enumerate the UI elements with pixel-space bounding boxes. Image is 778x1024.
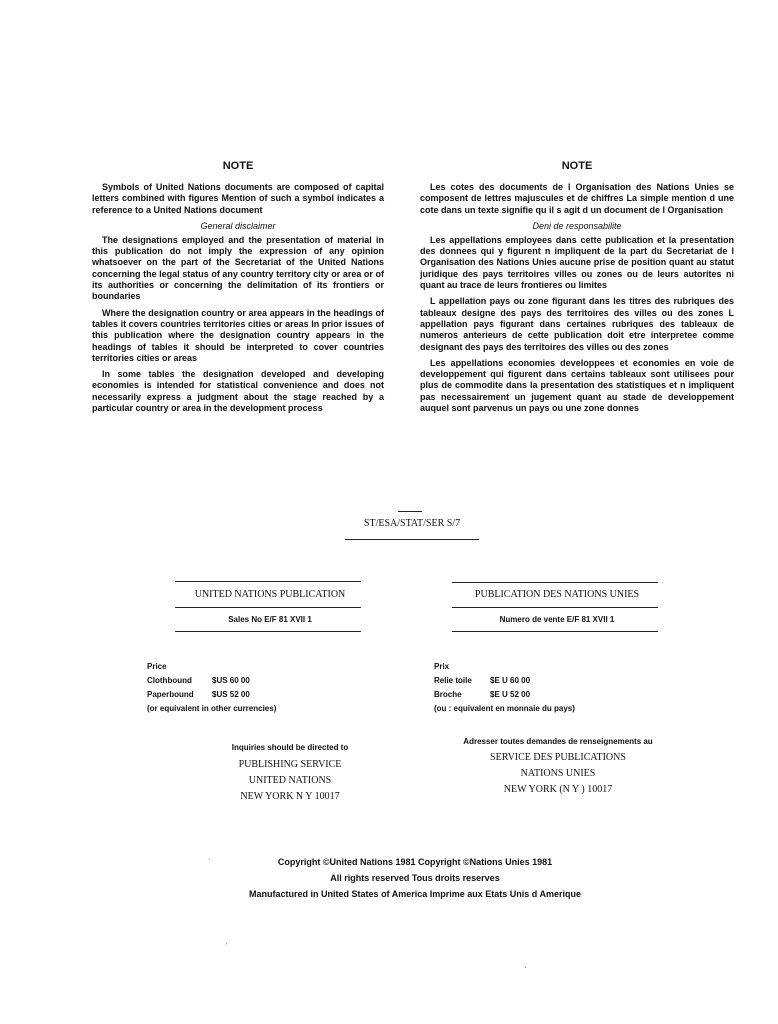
- disclaimer-heading-fr: Deni de responsabilite: [532, 220, 622, 231]
- price-row: [434, 674, 654, 688]
- address-fr: [440, 750, 676, 798]
- price-label-en: Price: [147, 662, 167, 671]
- price-block-en: [147, 660, 347, 716]
- disclaimer-paragraph-en-2: Where the designation country or area appears in the headings of tables it covers countries territories cities or areas In prior issues of this publication where the designation country appears in the headings of tables it should be interpreted to cover countries territories cities or areas: [92, 307, 384, 363]
- disclaimer-paragraph-en-3: In some tables the designation developed and developing economies is intended for statistical convenience and does not necessarily express a judgment about the stage reached by a particular country or area in the development process: [92, 369, 384, 414]
- symbol-rule-top: [398, 511, 422, 512]
- english-column: [92, 160, 384, 419]
- manufactured-line: Manufactured in United States of America Imprime aux Etats Unis d Amerique: [249, 889, 581, 899]
- address-line: NATIONS UNIES: [520, 768, 596, 779]
- price-label-fr: Prix: [434, 662, 450, 671]
- price-row: [147, 674, 347, 688]
- price-type: Relie toile: [434, 676, 472, 685]
- note-title-fr: NOTE: [561, 160, 593, 172]
- pub-en-rule-top: [175, 581, 361, 582]
- scan-speck: ˏ: [225, 936, 228, 945]
- french-column: [420, 160, 734, 419]
- price-type: Broche: [434, 690, 462, 699]
- address-line: UNITED NATIONS: [248, 775, 332, 786]
- copyright-line: Copyright ©United Nations 1981 Copyright ©Nations Unies 1981: [277, 857, 553, 867]
- address-en: [190, 757, 390, 805]
- inquiries-fr: Adresser toutes demandes de renseignements au: [463, 737, 653, 746]
- rights-line: All rights reserved Tous droits reserves: [330, 873, 500, 883]
- inquiries-en: Inquiries should be directed to: [231, 743, 349, 752]
- address-line: NEW YORK (N Y ) 10017: [503, 784, 613, 795]
- sales-number-fr: Numero de vente E/F 81 XVII 1: [499, 615, 615, 624]
- disclaimer-heading-en: General disclaimer: [200, 220, 276, 231]
- disclaimer-paragraph-fr-3: Les appellations economies developpees et economies en voie de developpement qui figurent dans certains tableaux sont utilisees pour plus de commodite dans la presentation des statistiques et n impliquent pas necessairement un jugement quant au stade de developpement auquel sont parvenus un pays ou une zone donnes: [420, 357, 734, 414]
- pub-fr-rule-mid: [452, 607, 658, 608]
- address-line: SERVICE DES PUBLICATIONS: [490, 752, 626, 763]
- scan-speck: ˊ: [524, 966, 527, 975]
- symbols-paragraph-fr: Les cotes des documents de l Organisation des Nations Unies se composent de lettres majuscules et de chiffres La simple mention d une cote dans un texte signifie qu il s agit d un document de l Organisation: [420, 182, 734, 215]
- price-block-fr: [434, 660, 654, 716]
- pub-fr-rule-bottom: [452, 631, 658, 632]
- copyright-block: [180, 854, 650, 902]
- symbol-rule-bottom: [345, 539, 479, 540]
- price-value: $E U 60 00: [490, 676, 531, 685]
- currency-note-fr: (ou : equivalent en monnaie du pays): [434, 704, 575, 713]
- price-row: [434, 688, 654, 702]
- scan-speck: ˋ: [208, 858, 211, 867]
- note-title-en: NOTE: [222, 160, 254, 172]
- price-type: Clothbound: [147, 676, 192, 685]
- price-value: $US 52 00: [212, 690, 250, 699]
- document-symbol: ST/ESA/STAT/SER S/7: [363, 518, 461, 529]
- symbols-paragraph-en: Symbols of United Nations documents are composed of capital letters combined with figures Mention of such a symbol indicates a reference to a United Nations document: [92, 182, 384, 215]
- price-value: $US 60 00: [212, 676, 250, 685]
- pub-fr-rule-top: [452, 582, 658, 583]
- currency-note-en: (or equivalent in other currencies): [147, 704, 277, 713]
- address-line: PUBLISHING SERVICE: [238, 759, 342, 770]
- price-type: Paperbound: [147, 690, 194, 699]
- publication-title-en: UNITED NATIONS PUBLICATION: [194, 589, 346, 600]
- price-value: $E U 52 00: [490, 690, 531, 699]
- sales-number-en: Sales No E/F 81 XVII 1: [228, 615, 312, 624]
- pub-en-rule-mid: [175, 607, 361, 608]
- price-row: [147, 688, 347, 702]
- disclaimer-paragraph-fr-1: Les appellations employees dans cette publication et la presentation des donnees qui y figurent n impliquent de la part du Secretariat de l Organisation des Nations Unies aucune prise de position quant au statut juridique des pays territoires villes ou zones ou de leurs autorites ni quant au trace de leurs frontieres ou limites: [420, 234, 734, 291]
- disclaimer-paragraph-fr-2: L appellation pays ou zone figurant dans les titres des rubriques des tableaux designe des pays des territoires des villes ou des zones L appellation pays figurant dans certaines rubriques des tableaux de numeros anterieurs de cette publication doit etre interpretee comme designant des pays des territoires des villes ou des zones: [420, 296, 734, 352]
- publication-title-fr: PUBLICATION DES NATIONS UNIES: [474, 589, 640, 600]
- disclaimer-paragraph-en-1: The designations employed and the presentation of material in this publication do not imply the expression of any opinion whatsoever on the part of the Secretariat of the United Nations concerning the legal status of any country territory city or area or of its authorities or concerning the delimitation of its frontiers or boundaries: [92, 234, 384, 302]
- pub-en-rule-bottom: [175, 631, 361, 632]
- address-line: NEW YORK N Y 10017: [240, 791, 340, 802]
